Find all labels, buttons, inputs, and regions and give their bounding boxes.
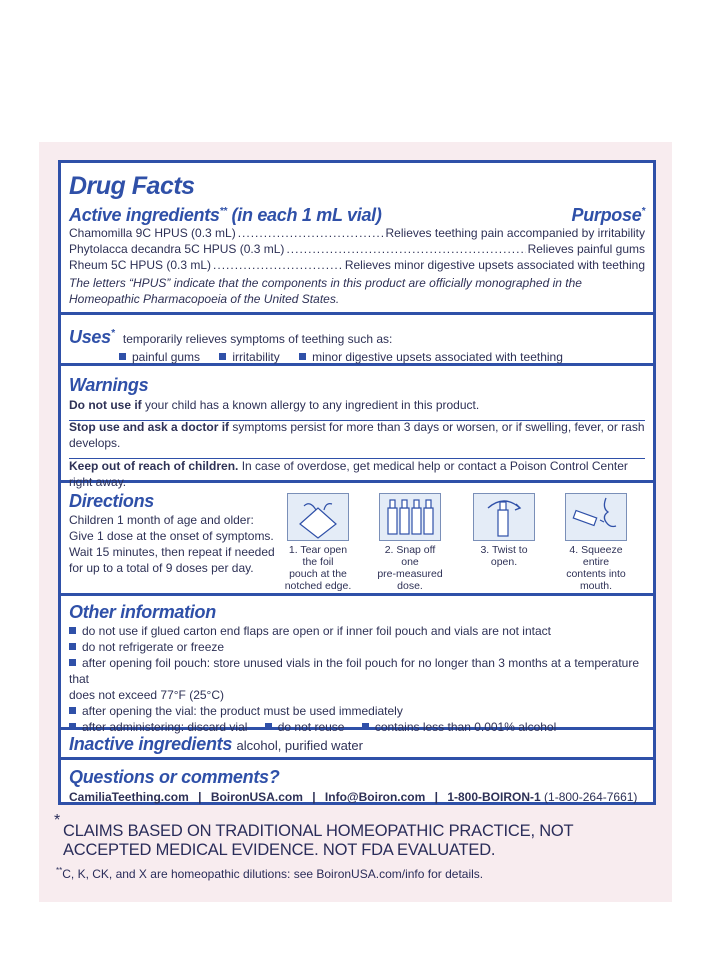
list-item: after opening the vial: the product must be used immediately bbox=[69, 703, 645, 719]
bullet-icon bbox=[265, 723, 272, 730]
directions-line: for up to a total of 9 doses per day. bbox=[69, 561, 254, 575]
directions-heading: Directions bbox=[69, 491, 155, 511]
list-item: irritability bbox=[219, 350, 279, 364]
bullet-icon bbox=[69, 723, 76, 730]
phone-number: 1-800-BOIRON-1 bbox=[447, 790, 541, 804]
bullet-icon bbox=[69, 707, 76, 714]
active-ingredients-section bbox=[61, 163, 653, 315]
divider bbox=[69, 420, 645, 421]
bullet-icon bbox=[219, 353, 226, 360]
drug-facts-panel bbox=[58, 160, 656, 805]
directions-line: Children 1 month of age and older: bbox=[69, 513, 254, 527]
uses-text: temporarily relieves symptoms of teething such as: bbox=[122, 332, 393, 346]
inactive-ingredients-section bbox=[61, 730, 653, 760]
warnings-section bbox=[61, 366, 653, 489]
inactive-ingredients-heading: Inactive ingredients bbox=[69, 734, 233, 754]
list-item: after administering: discard vial do not reuse contains less than 0.001% alcohol bbox=[69, 719, 645, 735]
questions-heading: Questions or comments? bbox=[69, 767, 280, 787]
purpose-heading: Purpose* bbox=[571, 205, 645, 225]
uses-heading: Uses* bbox=[69, 327, 115, 347]
uses-section bbox=[61, 315, 653, 366]
step-3: 3. Twist to open. bbox=[469, 493, 539, 568]
uses-list bbox=[119, 349, 645, 365]
squeeze-mouth-icon bbox=[565, 493, 627, 541]
hpus-note: The letters “HPUS” indicate that the components in this product are officially monographed in the bbox=[69, 276, 582, 290]
bullet-icon bbox=[362, 723, 369, 730]
list-item: do not use if glued carton end flaps are open or if inner foil pouch and vials are not intact bbox=[69, 623, 645, 639]
bullet-icon bbox=[119, 353, 126, 360]
directions-line: Wait 15 minutes, then repeat if needed bbox=[69, 545, 275, 559]
twist-vial-icon bbox=[473, 493, 535, 541]
list-item: do not refrigerate or freeze bbox=[69, 639, 645, 655]
contact-line: CamiliaTeething.com | BoironUSA.com | Info@Boiron.com | 1-800-BOIRON-1 (1-800-264-7661) bbox=[69, 790, 638, 804]
list-item: minor digestive upsets associated with teething bbox=[299, 350, 563, 364]
step-4: 4. Squeeze entire contents into mouth. bbox=[561, 493, 631, 592]
foil-pouch-icon bbox=[287, 493, 349, 541]
inactive-ingredients-text: alcohol, purified water bbox=[236, 738, 363, 753]
claims-statement: CLAIMS BASED ON TRADITIONAL HOMEOPATHIC PRACTICE, NOT ACCEPTED MEDICAL EVIDENCE. NOT FDA EVALUATED. bbox=[63, 822, 574, 859]
email-link: Info@Boiron.com bbox=[324, 790, 426, 804]
page-title: Drug Facts bbox=[69, 172, 195, 200]
website-link: BoironUSA.com bbox=[210, 790, 303, 804]
active-ingredients-heading: Active ingredients** (in each 1 mL vial) bbox=[69, 205, 382, 225]
step-1: 1. Tear open the foil pouch at the notched edge. bbox=[283, 493, 353, 592]
stop-use-text-cont: develops. bbox=[69, 436, 121, 450]
vials-icon bbox=[379, 493, 441, 541]
website-link: CamiliaTeething.com bbox=[69, 790, 189, 804]
other-information-heading: Other information bbox=[69, 602, 216, 622]
keep-out-text: Keep out of reach of children. In case of overdose, get medical help or contact a Poison Control Center right away. bbox=[69, 459, 628, 489]
list-item: painful gums bbox=[119, 350, 200, 364]
list-item: after opening foil pouch: store unused vials in the foil pouch for no longer than 3 months at a temperature that bbox=[69, 656, 640, 686]
ingredient-row: Rheum 5C HPUS (0.3 mL) ..... Relieves minor digestive upsets associated with teething bbox=[69, 257, 645, 273]
questions-section bbox=[61, 760, 653, 805]
divider bbox=[69, 458, 645, 459]
ingredient-row: Chamomilla 9C HPUS (0.3 mL) ..... Relieves teething pain accompanied by irritability bbox=[69, 225, 645, 241]
list-item-cont: does not exceed 77°F (25°C) bbox=[69, 688, 225, 702]
bullet-icon bbox=[69, 659, 76, 666]
bullet-icon bbox=[299, 353, 306, 360]
dilution-note: **C, K, CK, and X are homeopathic dilutions: see BoironUSA.com/info for details. bbox=[56, 866, 484, 881]
bullet-icon bbox=[69, 643, 76, 650]
phone-numeric: (1-800-264-7661) bbox=[544, 790, 638, 804]
claims-star: * bbox=[54, 812, 61, 829]
ingredient-row: Phytolacca decandra 5C HPUS (0.3 mL) ..... Relieves painful gums bbox=[69, 241, 645, 257]
bullet-icon bbox=[69, 627, 76, 634]
do-not-use-text: Do not use if your child has a known allergy to any ingredient in this product. bbox=[69, 398, 480, 412]
hpus-note-cont: Homeopathic Pharmacopoeia of the United States. bbox=[69, 292, 340, 306]
directions-line: Give 1 dose at the onset of symptoms. bbox=[69, 529, 274, 543]
other-information-section bbox=[61, 596, 653, 734]
warnings-heading: Warnings bbox=[69, 375, 149, 395]
stop-use-text: Stop use and ask a doctor if symptoms persist for more than 3 days or worsen, or if swelling, fever, or rash bbox=[69, 420, 645, 434]
step-2: 2. Snap off one pre-measured dose. bbox=[375, 493, 445, 592]
